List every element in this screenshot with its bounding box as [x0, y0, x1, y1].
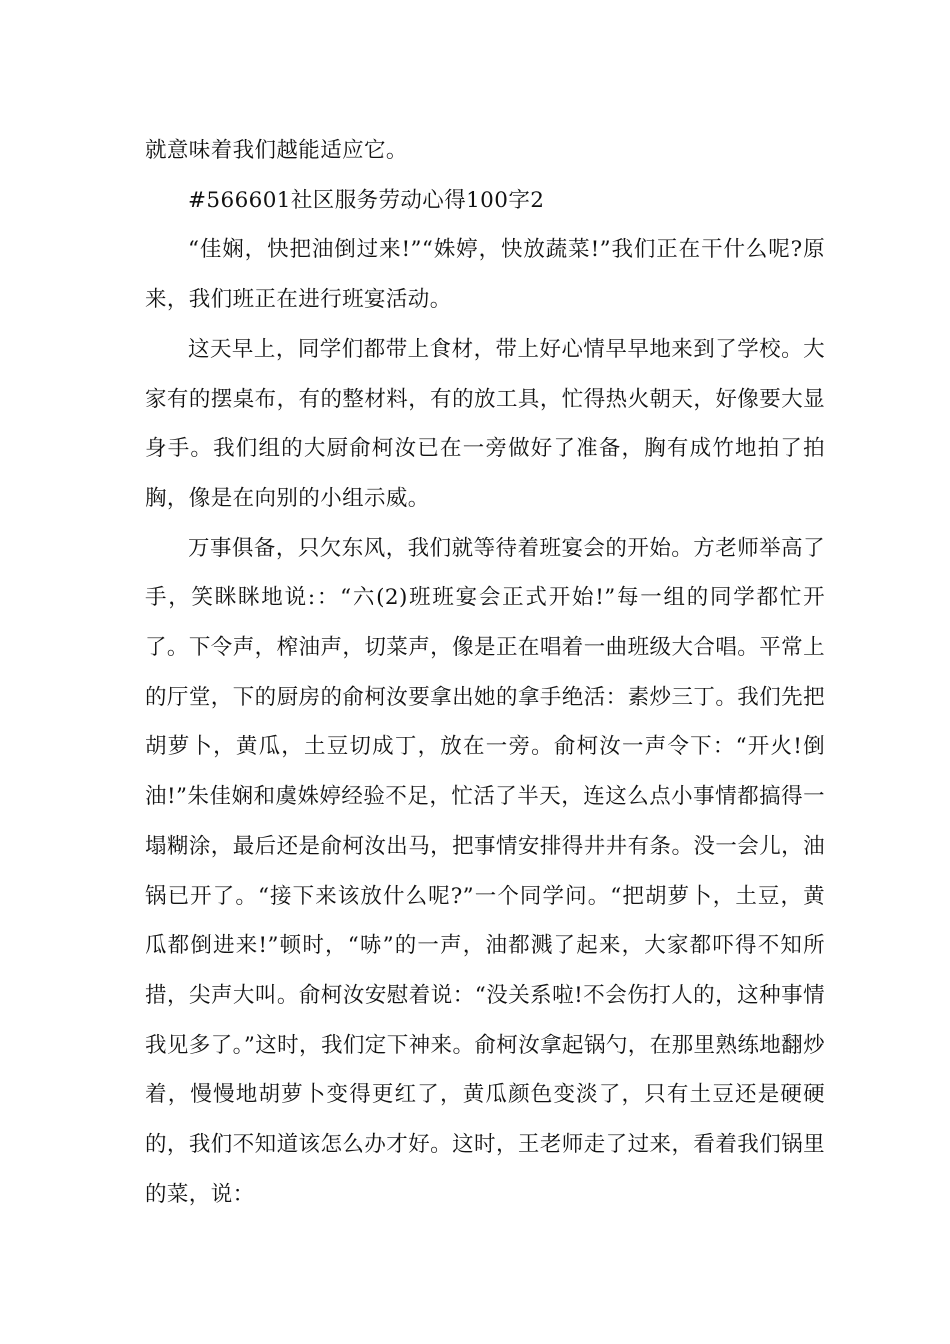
paragraph-continuation: 就意味着我们越能适应它。	[145, 138, 408, 163]
paragraph: 万事俱备，只欠东风，我们就等待着班宴会的开始。方老师举高了手，笑眯眯地说:：“六(2)班班宴会正式开始!”每一组的同学都忙开了。下令声，榨油声，切菜声，像是正在唱着一曲班级大合唱。平常上的厅堂，下的厨房的俞柯汝要拿出她的拿手绝活：素炒三丁。我们先把胡萝卜，黄瓜，土豆切成丁，放在一旁。俞柯汝一声令下：“开火!倒油!”朱佳娴和虞姝婷经验不足，忙活了半天，连这么点小事情都搞得一塌糊涂，最后还是俞柯汝出马，把事情安排得井井有条。没一会儿，油锅已开了。“接下来该放什么呢?”一个同学问。“把胡萝卜，土豆，黄瓜都倒进来!”顿时，“哧”的一声，油都溅了起来，大家都吓得不知所措，尖声大叫。俞柯汝安慰着说：“没关系啦!不会伤打人的，这种事情我见多了。”这时，我们定下神来。俞柯汝拿起锅勺，在那里熟练地翻炒着，慢慢地胡萝卜变得更红了，黄瓜颜色变淡了，只有土豆还是硬硬的，我们不知道该怎么办才好。这时，王老师走了过来，看着我们锅里的菜，说：	[145, 535, 825, 1207]
paragraph: 这天早上，同学们都带上食材，带上好心情早早地来到了学校。大家有的摆桌布，有的整材料，有的放工具，忙得热火朝天，好像要大显身手。我们组的大厨俞柯汝已在一旁做好了准备，胸有成竹地拍了拍胸，像是在向别的小组示威。	[145, 336, 825, 511]
section-heading: #566601社区服务劳动心得100字2	[188, 187, 545, 213]
document-body	[145, 126, 825, 1219]
paragraph: “佳娴，快把油倒过来!”“姝婷，快放蔬菜!”我们正在干什么呢?原来，我们班正在进行班宴活动。	[145, 237, 825, 313]
